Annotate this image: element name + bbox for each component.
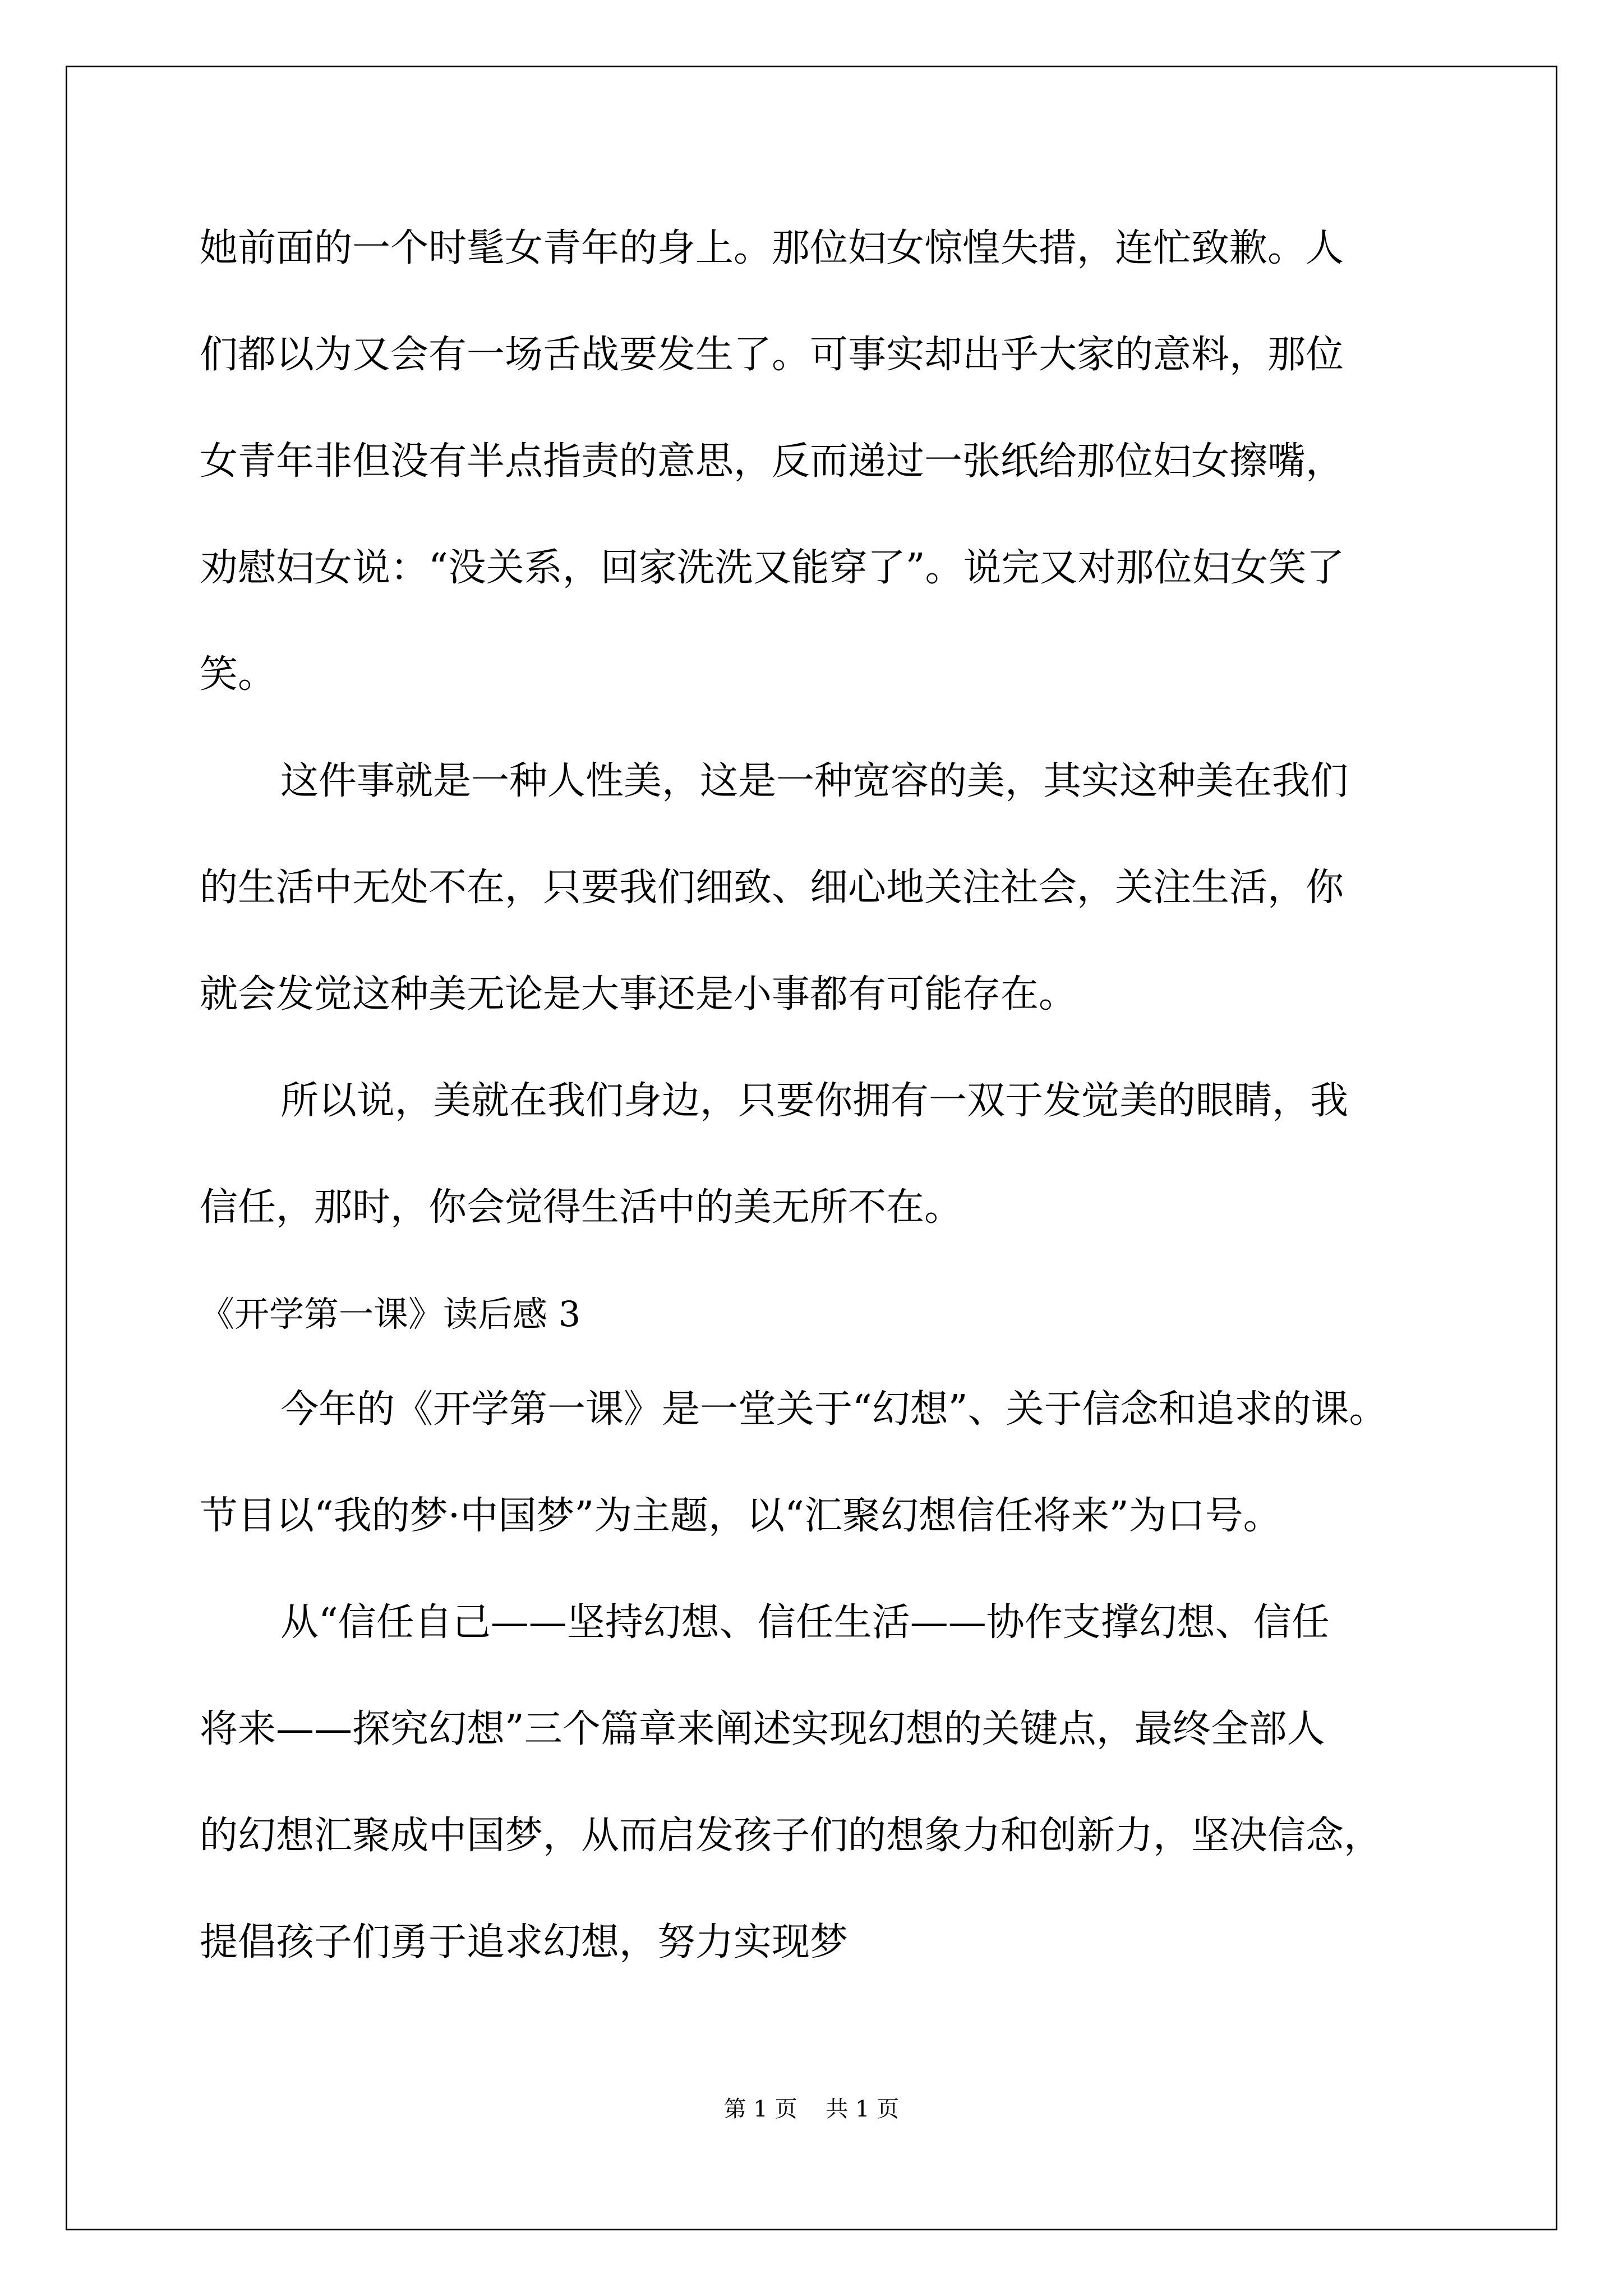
body-text-line: 女青年非但没有半点指责的意思，反而递过一张纸给那位妇女擦嘴， [200,439,1344,484]
body-text-line: 她前面的一个时髦女青年的身上。那位妇女惊惶失措，连忙致歉。人 [200,226,1344,270]
body-text-line: 们都以为又会有一场舌战要发生了。可事实却出乎大家的意料，那位 [200,333,1344,377]
body-text-line: 笑。 [200,652,276,697]
body-text-line: 的生活中无处不在，只要我们细致、细心地关注社会，关注生活，你 [200,866,1344,910]
page-number-footer: 第 1 页 共 1 页 [723,2096,900,2122]
page-border [66,66,1557,2230]
body-text-line: 就会发觉这种美无论是大事还是小事都有可能存在。 [200,972,1077,1016]
body-text-line: 今年的《开学第一课》是一堂关于“幻想”、关于信念和追求的课。 [280,1387,1387,1432]
body-text-line: 劝慰妇女说：“没关系，回家洗洗又能穿了”。说完又对那位妇女笑了 [200,546,1345,590]
body-text-line: 将来——探究幻想”三个篇章来阐述实现幻想的关键点，最终全部人 [200,1707,1325,1751]
body-text-line: 信任，那时，你会觉得生活中的美无所不在。 [200,1185,963,1230]
body-text-line: 所以说，美就在我们身边，只要你拥有一双于发觉美的眼睛，我 [280,1079,1349,1123]
body-text-line: 从“信任自己——坚持幻想、信任生活——协作支撑幻想、信任 [280,1600,1330,1645]
body-text-line: 的幻想汇聚成中国梦，从而启发孩子们的想象力和创新力，坚决信念， [200,1814,1382,1858]
section-heading: 《开学第一课》读后感 3 [200,1294,581,1335]
body-text-line: 这件事就是一种人性美，这是一种宽容的美，其实这种美在我们 [280,759,1349,803]
body-text-line: 提倡孩子们勇于追求幻想，努力实现梦 [200,1920,849,1964]
body-text-line: 节目以“我的梦·中国梦”为主题，以“汇聚幻想信任将来”为口号。 [200,1494,1281,1538]
